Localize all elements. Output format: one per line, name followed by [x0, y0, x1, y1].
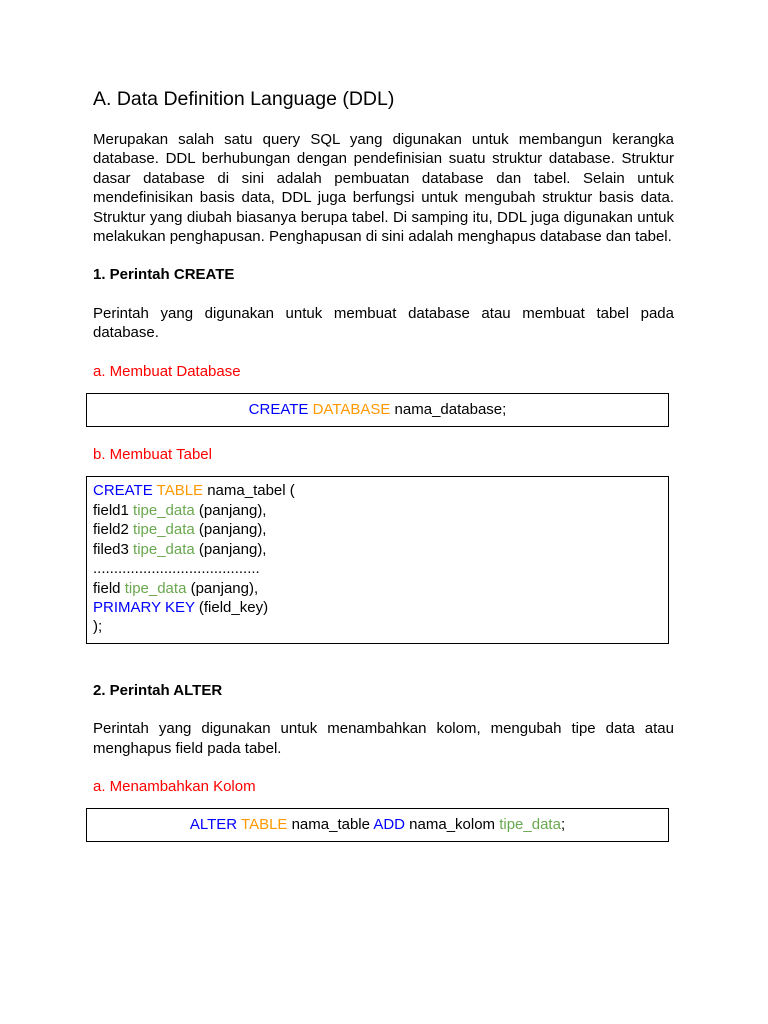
section-create-title: 1. Perintah CREATE [93, 266, 235, 284]
code-line [93, 598, 662, 617]
code-line: ); [93, 618, 103, 636]
code-line [93, 501, 662, 520]
subheading-create-database: a. Membuat Database [93, 362, 241, 380]
code-text: (panjang), [194, 521, 267, 539]
code-line [93, 520, 662, 539]
code-text: field2 [93, 521, 134, 539]
keyword-alter: ALTER [189, 816, 238, 834]
subheading-add-column: a. Menambahkan Kolom [93, 777, 256, 795]
code-text: ; [560, 816, 566, 834]
code-text: (field_key) [194, 598, 269, 616]
keyword-primary-key: PRIMARY KEY [93, 598, 195, 616]
code-line [93, 481, 662, 500]
code-line: ........................................ [93, 560, 260, 578]
code-text: (panjang), [194, 501, 267, 519]
section-alter-title: 2. Perintah ALTER [93, 681, 223, 699]
type-keyword: tipe_data [499, 816, 561, 834]
code-line [93, 579, 662, 598]
keyword-table: TABLE [156, 482, 204, 500]
type-keyword: tipe_data [133, 540, 195, 558]
code-text: field [93, 579, 125, 597]
code-text: field1 [93, 501, 134, 519]
code-create-database [86, 393, 669, 427]
code-text: (panjang), [186, 579, 259, 597]
code-text: (panjang), [194, 540, 267, 558]
section-create-description: Perintah yang digunakan untuk membuat database atau membuat tabel pada database. [93, 304, 674, 342]
keyword-create: CREATE [248, 401, 309, 419]
code-text: nama_database; [390, 401, 507, 419]
type-keyword: tipe_data [133, 501, 195, 519]
section-alter-description: Perintah yang digunakan untuk menambahkan kolom, mengubah tipe data atau menghapus field pada tabel. [93, 720, 674, 757]
code-create-table [86, 476, 669, 643]
code-alter-table [86, 808, 669, 842]
keyword-add: ADD [373, 816, 405, 834]
document-page [93, 86, 674, 842]
intro-paragraph: Merupakan salah satu query SQL yang digunakan untuk membangun kerangka database. DDL berhubungan dengan pendefinisian suatu struktur database. Struktur dasar database di sini adalah pembuatan database dan tabel. Selain untuk mendefinisikan basis data, DDL juga berfungsi untuk mengubah struktur basis data. Struktur yang diubah biasanya berupa tabel. Di samping itu, DDL juga digunakan untuk melakukan penghapusan. Penghapusan di sini adalah menghapus database dan tabel. [93, 131, 674, 246]
page-title: A. Data Definition Language (DDL) [93, 88, 395, 110]
keyword-create: CREATE [93, 482, 153, 500]
code-line [93, 540, 662, 559]
type-keyword: tipe_data [133, 521, 195, 539]
code-text: filed3 [93, 540, 134, 558]
type-keyword: tipe_data [124, 579, 187, 597]
code-text: nama_kolom [405, 816, 500, 834]
keyword-table: TABLE [241, 816, 288, 834]
subheading-create-table: b. Membuat Tabel [93, 446, 212, 464]
code-text: nama_table [287, 816, 374, 834]
code-text: nama_tabel ( [203, 482, 295, 500]
keyword-database: DATABASE [312, 401, 391, 419]
